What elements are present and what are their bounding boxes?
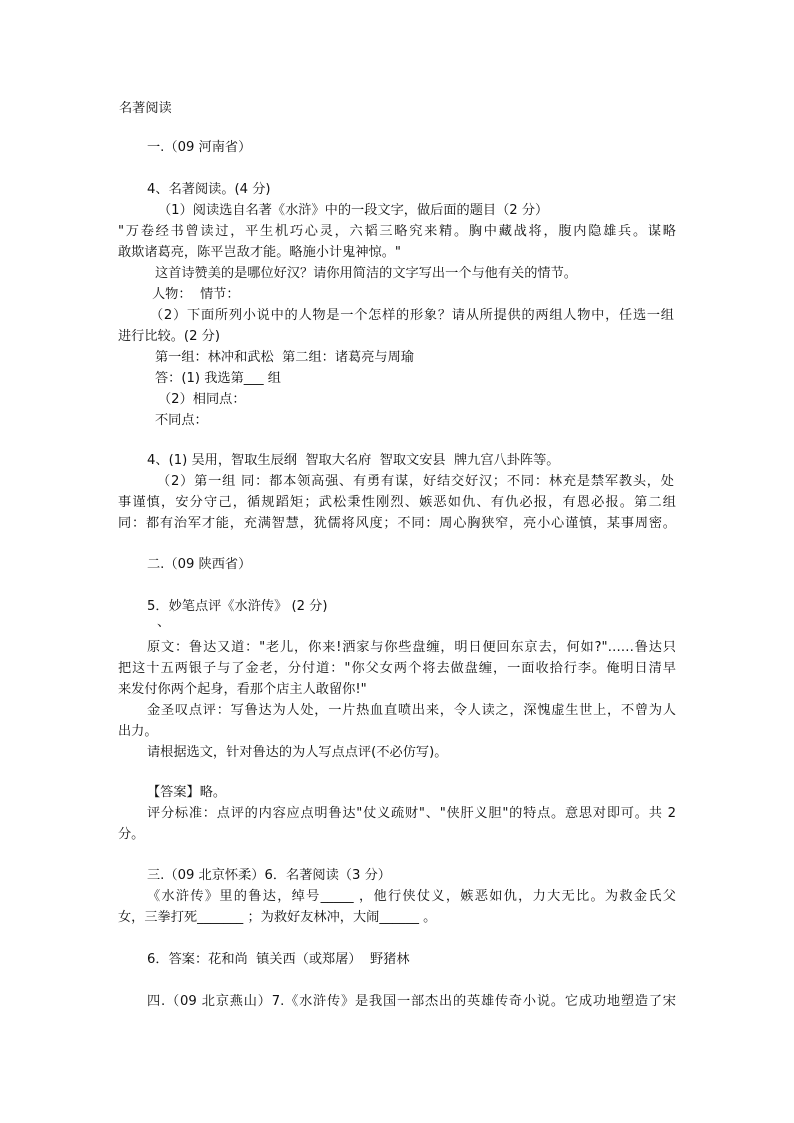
poem-line-2: 敢欺诸葛亮，陈平岂敌才能。略施小计鬼神惊。" [118, 245, 402, 260]
q4-answer-3: 不同点： [155, 413, 208, 428]
section-1-heading: 一.（09 河南省） [147, 140, 252, 155]
q4-key-1: 4、(1) 吴用，智取生辰纲 智取大名府 智取文安县 牌九宫八卦阵等。 [147, 453, 560, 468]
q4-key-2-line-3: 同：都有治军才能，充满智慧，犹儒将风度；不同：周心胸狭窄，亮小心谨慎，某事周密。 [118, 516, 676, 531]
poem-line-1: "万卷经书曾读过，平生机巧心灵，六韬三略究来精。胸中藏战将，腹内隐雄兵。谋略 [118, 224, 676, 239]
q4-answer-1: 答：(1) 我选第___ 组 [155, 371, 281, 386]
question-4: 4、名著阅读。(4 分) [147, 182, 271, 197]
scoring-line-1: 评分标准：点评的内容应点明鲁达"仗义疏财"、"侠肝义胆"的特点。意思对即可。共 2 [147, 806, 676, 821]
commentary-line-1: 金圣叹点评：写鲁达为人处，一片热血直喷出来，令人读之，深愧虚生世上，不曾为人 [147, 703, 676, 718]
q4-answer-2: （2）相同点： [158, 392, 246, 407]
q4-part-1: （1）阅读选自名著《水浒》中的一段文字，做后面的题目（2 分） [158, 203, 549, 218]
q5-ask: 请根据选文，针对鲁达的为人写点点评(不必仿写)。 [147, 745, 448, 760]
q6-line-1: 《水浒传》里的鲁达，绰号_____ ，他行侠仗义，嫉恶如仇，力大无比。为救金氏父 [147, 889, 676, 904]
source-text-line-3: 来发付你两个起身，看那个店主人敢留你!" [118, 682, 367, 697]
source-text-line-1: 原文：鲁达又道："老儿，你来!洒家与你些盘缠，明日便回东京去，何如?"……鲁达只 [147, 640, 676, 655]
source-text-line-2: 把这十五两银子与了金老，分付道："你父女两个将去做盘缠，一面收拾行李。俺明日清早 [118, 661, 676, 676]
scoring-line-2: 分。 [118, 827, 145, 842]
q4-key-2-line-2: 事谨慎，安分守己，循规蹈矩；武松秉性刚烈、嫉恶如仇、有仇必报，有恩必报。第二组 [118, 495, 676, 510]
q4-groups: 第一组：林冲和武松 第二组：诸葛亮与周瑜 [155, 350, 414, 365]
q4-part-2-line-2: 进行比较。(2 分) [118, 329, 220, 344]
section-3-heading: 三.（09 北京怀柔）6．名著阅读（3 分） [147, 868, 391, 883]
section-4-line: 四.（09 北京燕山）7.《水浒传》是我国一部杰出的英雄传奇小说。它成功地塑造了宋 [147, 994, 676, 1009]
stray-mark: 、 [157, 615, 171, 630]
doc-title: 名著阅读 [119, 101, 172, 116]
q6-line-2: 女，三拳打死_______ ；为救好友林冲，大闹______ 。 [118, 910, 437, 925]
q6-answer: 6．答案：花和尚 镇关西（或郑屠） 野猪林 [147, 952, 410, 967]
question-5: 5．妙笔点评《水浒传》 (2 分) [147, 599, 328, 614]
q4-ask: 这首诗赞美的是哪位好汉？请你用简洁的文字写出一个与他有关的情节。 [155, 266, 577, 281]
commentary-line-2: 出力。 [118, 724, 158, 739]
q4-key-2-line-1: （2）第一组 同：都本领高强、有勇有谋，好结交好汉；不同：林充是禁军教头，处 [157, 474, 674, 489]
q5-answer: 【答案】略。 [147, 785, 227, 800]
q4-part-2-line-1: （2）下面所列小说中的人物是一个怎样的形象？请从所提供的两组人物中，任选一组 [150, 308, 674, 323]
section-2-heading: 二.（09 陕西省） [147, 557, 252, 572]
q4-fill: 人物： 情节： [152, 287, 240, 302]
